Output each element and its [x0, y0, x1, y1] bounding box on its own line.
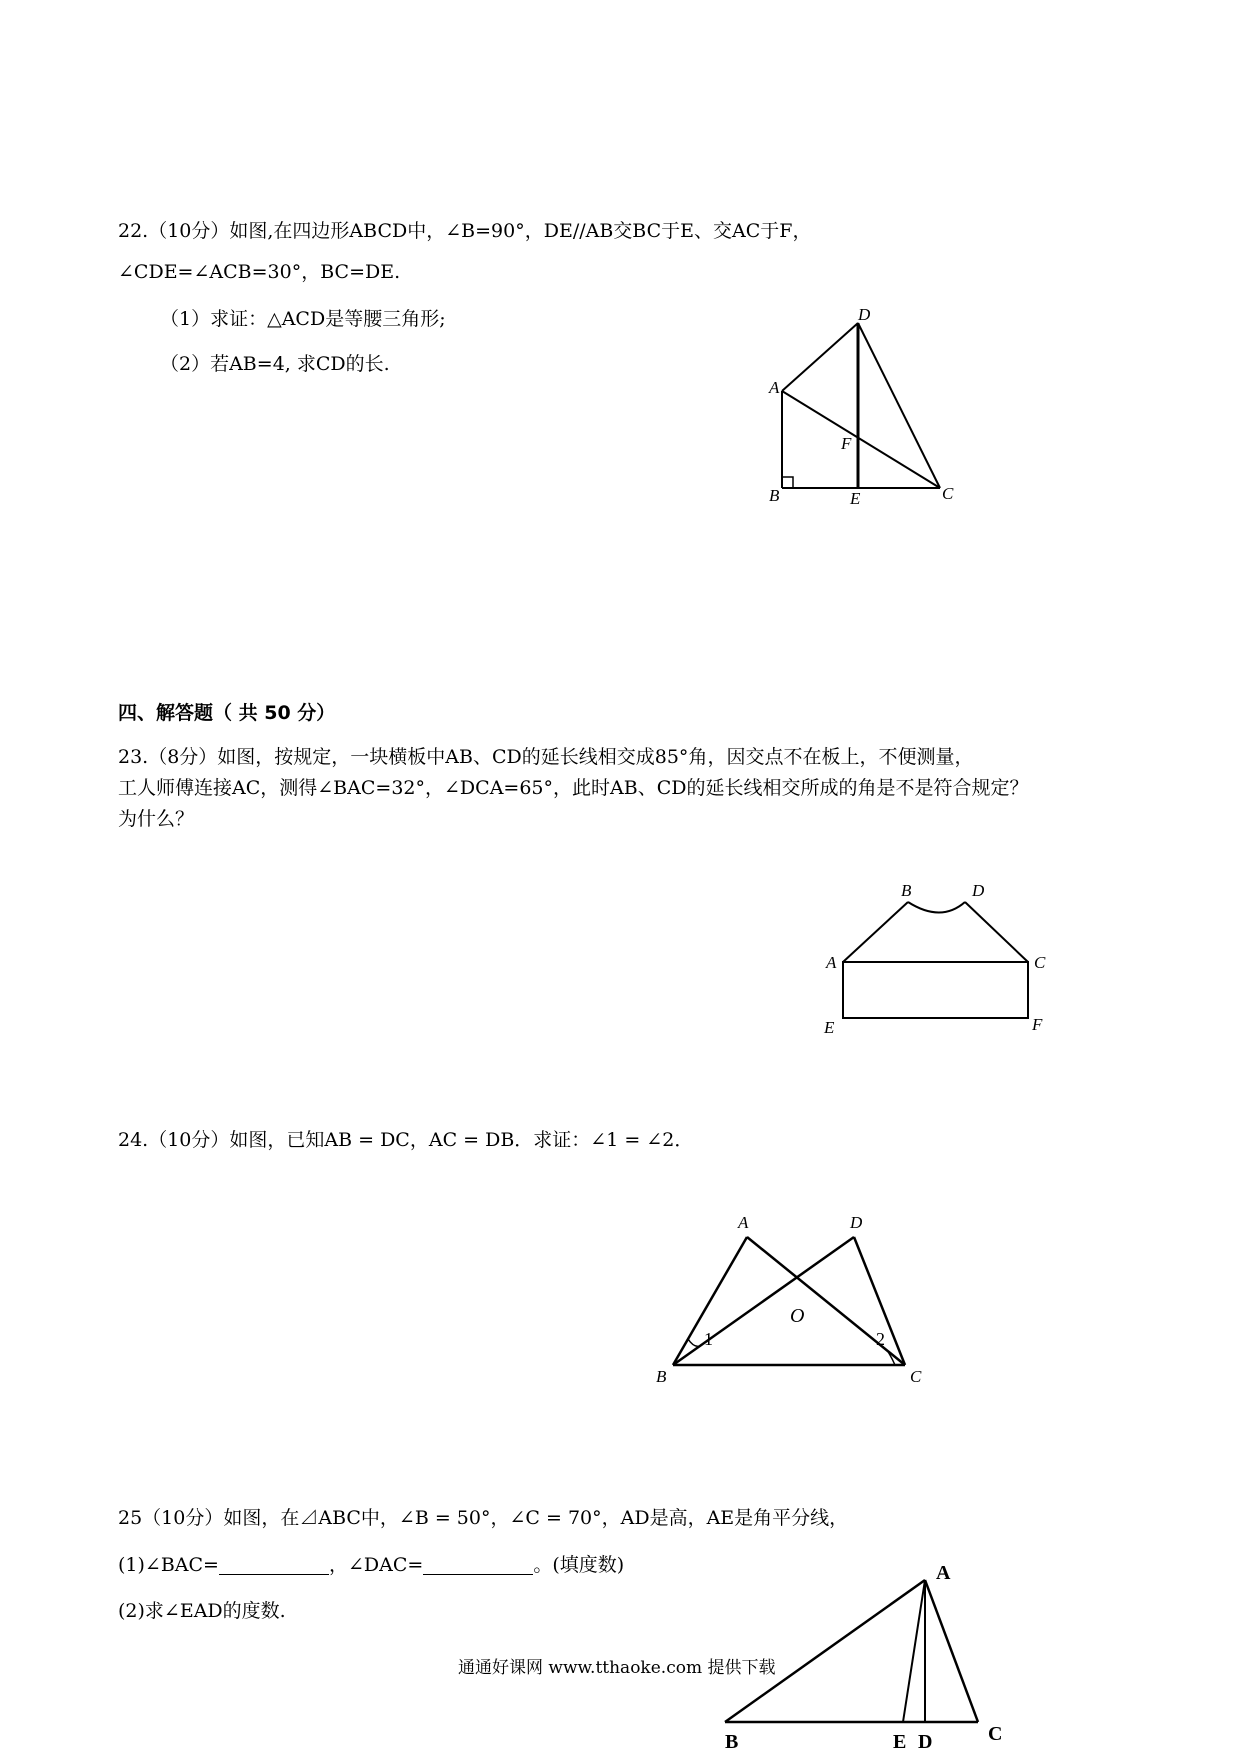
q23-arc-bd — [908, 902, 965, 913]
q25-segment-ba — [725, 1580, 925, 1722]
q23-label-c: C — [1034, 953, 1046, 972]
q25-part1-suffix: 。(填度数) — [533, 1554, 625, 1576]
q25-label-b: B — [725, 1731, 739, 1753]
q25-part2: (2)求∠EAD的度数. — [118, 1600, 286, 1622]
q25-blank-bac[interactable] — [219, 1558, 329, 1575]
q23-label-d: D — [972, 881, 985, 900]
q25-part1-prefix: (1)∠BAC= — [118, 1554, 219, 1576]
q25-label-a: A — [936, 1562, 951, 1584]
q23-board-rectangle — [843, 962, 1028, 1018]
q22-label-d: D — [858, 305, 871, 324]
q22-label-a: A — [769, 378, 780, 397]
q24-stem: 24.（10分）如图，已知AB = DC，AC = DB．求证：∠1 = ∠2． — [118, 1129, 694, 1151]
q25-label-e: E — [893, 1731, 907, 1753]
q25-blank-dac[interactable] — [423, 1558, 533, 1575]
q23-label-e: E — [824, 1018, 835, 1037]
q24-label-o: O — [790, 1305, 805, 1327]
q25-part1 — [118, 1556, 624, 1575]
q24-figure — [640, 1200, 940, 1390]
q22-label-b: B — [769, 486, 780, 505]
q24-label-angle-1: 1 — [704, 1329, 713, 1349]
q25-label-c: C — [988, 1723, 1003, 1745]
q25-stem: 25（10分）如图，在⊿ABC中，∠B = 50°，∠C = 70°，AD是高，AE是角平分线， — [118, 1507, 849, 1529]
q22-label-c: C — [942, 484, 954, 503]
q24-angle-1-arc — [688, 1339, 700, 1346]
footer-source: 通通好课网 www.tthaoke.com 提供下载 — [458, 1658, 776, 1678]
q23-stem-line2: 工人师傅连接AC，测得∠BAC=32°，∠DCA=65°，此时AB、CD的延长线相交所成的角是不是符合规定？ — [118, 777, 1029, 799]
q24-label-c: C — [910, 1367, 922, 1386]
q24-label-b: B — [656, 1367, 667, 1386]
q22-part1: （1）求证：△ACD是等腰三角形; — [160, 308, 446, 330]
q25-figure — [700, 1545, 1020, 1754]
q25-segment-ae — [903, 1580, 925, 1722]
q22-segment-ad — [782, 323, 858, 391]
q23-label-a: A — [826, 953, 837, 972]
q22-part2: （2）若AB=4, 求CD的长. — [160, 353, 390, 375]
q23-segment-ab — [843, 902, 908, 962]
q25-label-d: D — [918, 1731, 933, 1753]
q24-label-angle-2: 2 — [876, 1329, 885, 1349]
q22-right-angle-mark — [782, 477, 793, 488]
q25-segment-ac — [925, 1580, 978, 1722]
q22-stem-line2: ∠CDE=∠ACB=30°，BC=DE. — [118, 261, 401, 283]
q22-label-e: E — [850, 489, 861, 508]
q22-stem-line1: 22.（10分）如图,在四边形ABCD中，∠B=90°，DE//AB交BC于E、交AC于F， — [118, 220, 812, 242]
q23-segment-dc — [965, 902, 1028, 962]
section-4-title: 四、解答题（ 共 50 分） — [118, 702, 336, 724]
q23-stem-line3: 为什么？ — [118, 808, 195, 830]
q23-label-b: B — [901, 881, 912, 900]
q25-part1-mid: ，∠DAC= — [328, 1554, 424, 1576]
q23-label-f: F — [1032, 1015, 1043, 1034]
q22-label-f: F — [841, 434, 852, 453]
q24-label-d: D — [850, 1213, 863, 1232]
q23-stem-line1: 23.（8分）如图，按规定，一块横板中AB、CD的延长线相交成85°角，因交点不在板上，不便测量， — [118, 746, 974, 768]
q24-label-a: A — [738, 1213, 749, 1232]
q23-figure — [810, 860, 1060, 1040]
q22-figure — [740, 300, 970, 510]
